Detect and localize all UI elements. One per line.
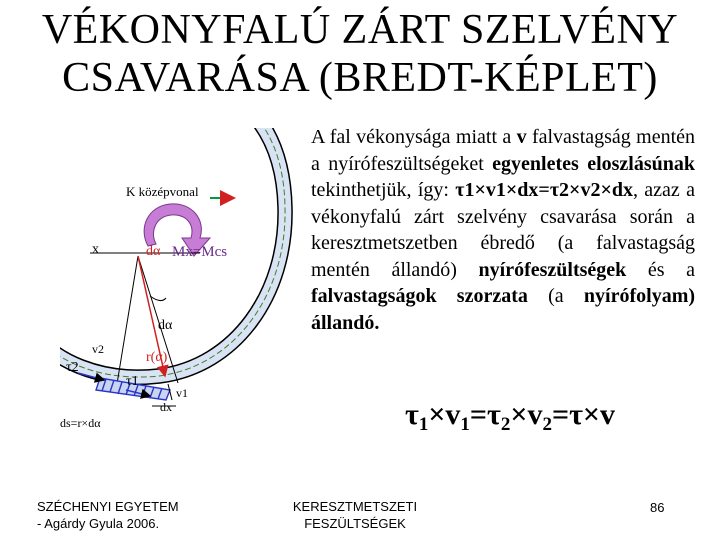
v2-label: v2 <box>92 342 104 356</box>
page-number: 86 <box>650 500 665 515</box>
footer-university: SZÉCHENYI EGYETEM <box>37 499 179 514</box>
r-alpha-label: r(α) <box>146 350 168 365</box>
footer-author: - Agárdy Gyula 2006. <box>37 516 160 531</box>
para-text-2: falvastagság mentén a nyírófeszültségeket <box>311 126 696 175</box>
tau2-label: τ2 <box>66 360 79 375</box>
formula-sub-2: 1 <box>460 414 470 435</box>
para-text-4: , azaz a vékonyfalú zárt szelvény csavarása során a keresztmetszetben ébredő (a falvastagság mentén állandó) <box>311 179 695 281</box>
para-text-3: tekinthetjük, így: <box>311 179 456 201</box>
title-line-1: VÉKONYFALÚ ZÁRT SZELVÉNY <box>41 7 679 53</box>
formula-sub-4: 2 <box>542 414 552 435</box>
dalpha-top-label: dα <box>146 244 161 259</box>
v1-label: v1 <box>176 386 188 400</box>
formula-times-v-2: ×v <box>510 398 543 431</box>
dalpha-mid-label: dα <box>158 318 173 333</box>
formula-times-v: ×v <box>428 398 461 431</box>
x-label: x <box>92 242 99 257</box>
bredt-formula <box>330 398 690 436</box>
tau1-label: τ1 <box>126 374 139 389</box>
footer-left <box>37 498 179 532</box>
para-v: v <box>516 126 527 148</box>
ds-label: ds=r×dα <box>60 416 101 430</box>
explanation-paragraph <box>311 124 695 336</box>
formula-eq-final: =τ×v <box>551 398 615 431</box>
moment-label: Mx=Mcs <box>172 244 228 260</box>
title-line-2: CSAVARÁSA (BREDT-KÉPLET) <box>62 55 658 101</box>
para-bold-3: falvastagságok szorzata <box>311 285 528 307</box>
para-text-6: (a <box>527 285 584 307</box>
para-text-1: A fal vékonysága miatt a <box>311 126 517 148</box>
para-text-5: és a <box>626 258 695 281</box>
footer-middle <box>280 498 430 532</box>
formula-sub-3: 2 <box>500 414 511 435</box>
formula-eq-tau: =τ <box>469 398 501 431</box>
para-bold-1: egyenletes eloszlásúnak <box>492 152 696 175</box>
dx-label: dx <box>160 400 172 414</box>
slide-title <box>0 6 720 102</box>
para-bold-4: nyírófolyam) állandó. <box>311 285 696 334</box>
footer-topic-line-2: FESZÜLTSÉGEK <box>304 516 406 531</box>
para-equation: τ1×v1×dx=τ2×v2×dx <box>455 179 633 201</box>
formula-sub-1: 1 <box>418 414 429 435</box>
thin-wall-section-diagram <box>60 128 300 448</box>
footer-topic-line-1: KERESZTMETSZETI <box>292 499 418 514</box>
para-bold-2: nyírófeszültségek <box>478 258 627 281</box>
kozepvonal-label: K középvonal <box>126 184 199 199</box>
formula-tau: τ <box>404 398 419 431</box>
